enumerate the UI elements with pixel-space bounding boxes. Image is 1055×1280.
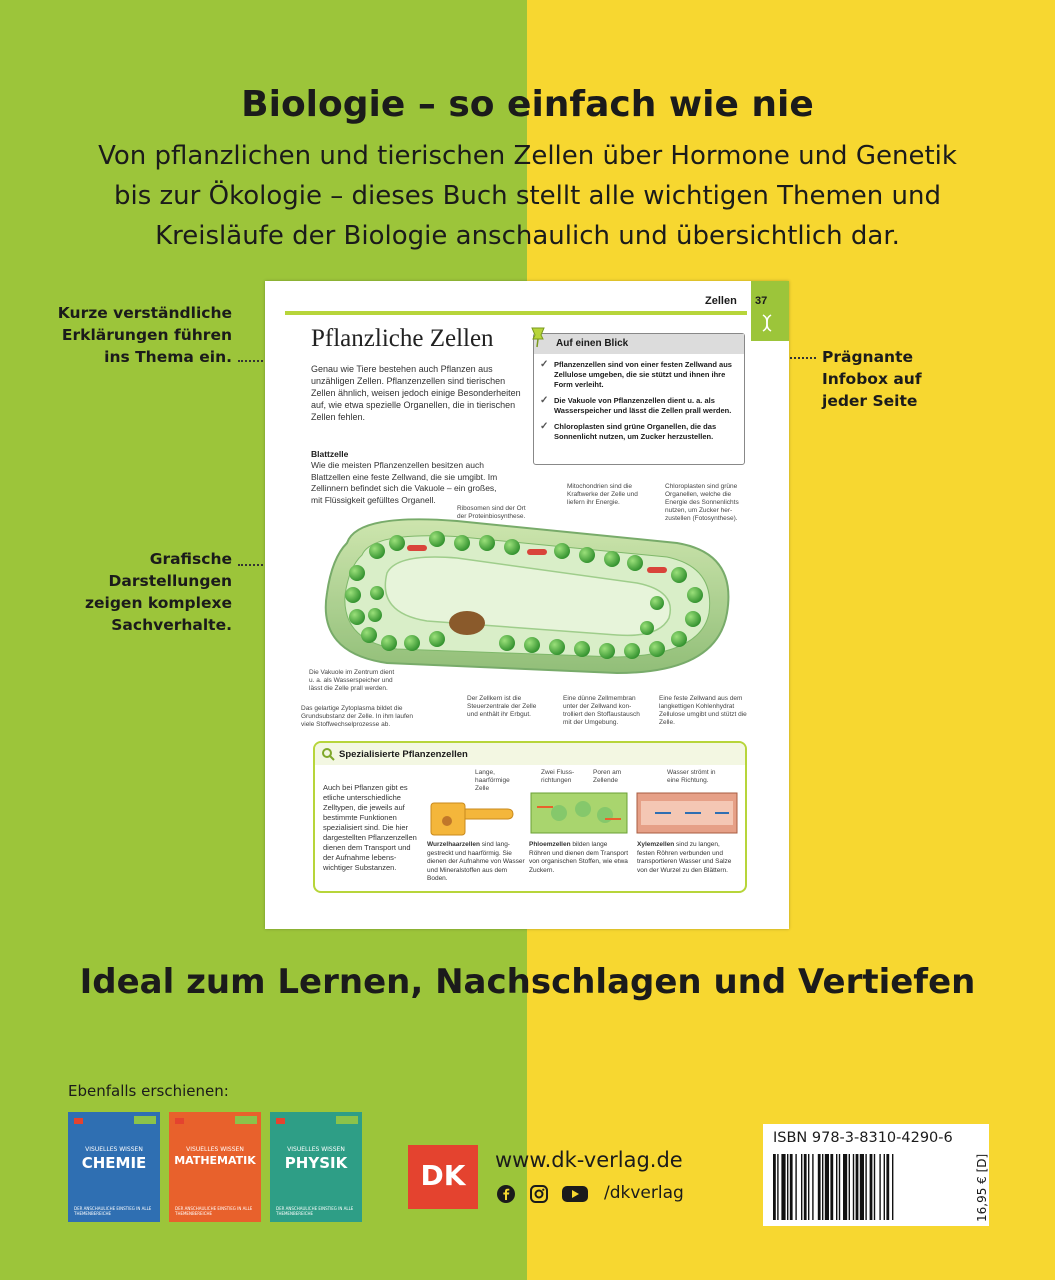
book-dk-logo <box>74 1118 83 1124</box>
barcode-bar <box>853 1154 854 1220</box>
barcode-bar <box>777 1154 778 1220</box>
book-series: VISUELLES WISSEN <box>186 1146 244 1153</box>
xylem-cell-illustration <box>635 787 739 839</box>
label-vacuole: Die Vakuole im Zentrum dient u. a. als Wasserspeicher und lässt die Zelle prall werden. <box>309 669 395 692</box>
book-dk-logo <box>276 1118 285 1124</box>
isbn: ISBN 978-3-8310-4290-6 <box>773 1130 953 1146</box>
barcode-bar <box>822 1154 823 1220</box>
phloem-label-pores: Poren am Zellende <box>593 769 622 784</box>
book-foot: DER ANSCHAULICHE EINSTIEG IN ALLE THEMENBEREICHE <box>74 1206 152 1216</box>
infobox <box>533 333 745 465</box>
instagram-icon[interactable] <box>530 1185 548 1203</box>
barcode-bar <box>843 1154 847 1220</box>
infobox-item-text: Pflanzenzellen sind von einer festen Zellwand aus Zellulose umgeben, die sie stützt und ihnen ihre Form verleiht. <box>554 360 732 389</box>
barcode-bar <box>808 1154 809 1220</box>
phloem-caption <box>529 841 629 875</box>
callout-infobox: Prägnante Infobox auf jeder Seite <box>822 348 922 410</box>
phloem-label-flow: Zwei Fluss-richtungen <box>541 769 575 784</box>
root-hair-caption-text: sind lang-gestreckt und haarförmig. Sie dienen der Aufnahme von Wasser und Mineralstoffen aus dem Boden. <box>427 841 525 882</box>
barcode-bar <box>886 1154 889 1220</box>
book-cover-chemie[interactable] <box>68 1112 160 1222</box>
infobox-item <box>540 422 738 442</box>
page-intro: Genau wie Tiere bestehen auch Pflanzen aus unzähligen Zellen. Pflanzenzellen sind tierischen Zellen ähnlich, weisen jedoch einige Besonderheiten auf, wie etwa spezielle Organellen, die in tierischen Zellen fehlen. <box>311 364 521 422</box>
facebook-icon[interactable] <box>497 1185 515 1203</box>
barcode-bar <box>836 1154 837 1220</box>
specialized-cells-box <box>313 741 747 893</box>
book-badge <box>235 1116 257 1124</box>
social-handle[interactable]: /dkverlag <box>604 1183 684 1203</box>
barcode-bar <box>830 1154 833 1220</box>
lead-text-inner: Von pflanzlichen und tierischen Zellen über Hormone und Genetik bis zur Ökologie – dieses Buch stellt alle wichtigen Themen und Kreisläufe der Biologie anschaulich und übersichtlich dar. <box>98 141 957 251</box>
root-hair-caption <box>427 841 527 884</box>
barcode-bar <box>825 1154 829 1220</box>
root-hair-label: Lange, haarförmige Zelle <box>475 769 510 792</box>
barcode-bar <box>849 1154 850 1220</box>
barcode-bar <box>870 1154 873 1220</box>
barcode-bar <box>787 1154 788 1220</box>
callout-intro: Kurze verständliche Erklärungen führen ins Thema ein. <box>57 304 232 366</box>
specialized-cells-text: Auch bei Pflanzen gibt es etliche unterschiedliche Zelltypen, die jeweils auf bestimmte Funktionen spezialisiert sind. Die hier dargestellten Pflanzenzellen dienen dem Transport und der Aufnahme lebens-wichtiger Substanzen. <box>323 783 417 872</box>
barcode-bar <box>874 1154 875 1220</box>
book-title: PHYSIK <box>284 1154 348 1172</box>
infobox-item-text: Chloroplasten sind grüne Organellen, die das Sonnenlicht nutzen, um Zucker herzustellen. <box>554 422 717 441</box>
xylem-caption <box>637 841 737 875</box>
barcode-bar <box>818 1154 821 1220</box>
label-cell-wall: Eine feste Zellwand aus dem langkettigen Kohlenhydrat Zellulose umgibt und stützt die Zelle. <box>659 695 747 726</box>
page-title: Pflanzliche Zellen <box>311 325 494 352</box>
book-dk-logo <box>175 1118 184 1124</box>
magnifier-icon <box>321 747 335 761</box>
barcode-box <box>763 1124 989 1226</box>
book-cover-physik[interactable] <box>270 1112 362 1222</box>
barcode-bar <box>790 1154 793 1220</box>
infobox-item-text: Die Vakuole von Pflanzenzellen dient u. a. als Wasserspeicher und lässt die Zellen prall werden. <box>554 396 732 415</box>
callout-graphics: Grafische Darstellungen zeigen komplexe Sachverhalte. <box>84 550 232 634</box>
infobox-item <box>540 396 738 416</box>
label-cytoplasm: Das gelartige Zytoplasma bildet die Grundsubstanz der Zelle. In ihm laufen viele Stoffwechselprozesse ab. <box>301 705 414 728</box>
tagline: Ideal zum Lernen, Nachschlagen und Vertiefen <box>79 962 976 1002</box>
lead-text <box>0 136 1055 256</box>
book-foot: DER ANSCHAULICHE EINSTIEG IN ALLE THEMENBEREICHE <box>175 1206 253 1216</box>
label-membrane: Eine dünne Zellmembran unter der Zellwand kon-trolliert den Stoffaustausch mit der Umgebung. <box>563 695 640 726</box>
barcode-bar <box>856 1154 859 1220</box>
page-number: 37 <box>755 295 768 307</box>
check-icon: ✓ <box>540 421 549 432</box>
barcode-bar <box>879 1154 880 1220</box>
label-mitochondria: Mitochondrien sind die Kraftwerke der Zelle und liefern ihr Energie. <box>567 483 638 506</box>
phloem-caption-bold: Phloemzellen <box>529 841 571 848</box>
book-title: MATHEMATIK <box>174 1154 256 1167</box>
book-title: CHEMIE <box>81 1154 147 1172</box>
book-series: VISUELLES WISSEN <box>85 1146 143 1153</box>
phloem-cell-illustration <box>529 787 629 839</box>
barcode-bar <box>812 1154 813 1220</box>
phloem-caption-text: bilden lange Röhren und dienen dem Transport von organischen Stoffen, wie etwa Zuckern. <box>529 841 629 874</box>
xylem-label: Wasser strömt in eine Richtung. <box>667 769 716 784</box>
page-chapter: Zellen <box>705 295 737 307</box>
root-hair-caption-bold: Wurzelhaarzellen <box>427 841 480 848</box>
barcode-bar <box>892 1154 893 1220</box>
label-nucleus: Der Zellkern ist die Steuerzentrale der Zelle und enthält ihr Erbgut. <box>467 695 537 718</box>
check-icon: ✓ <box>540 359 549 370</box>
book-series: VISUELLES WISSEN <box>287 1146 345 1153</box>
leaf-cell-text: Wie die meisten Pflanzenzellen besitzen auch Blattzellen eine feste Zellwand, die sie umgibt. Im Zellinnern befindet sich die Vakuole – ein großes, mit Flüssigkeit gefülltes Organell. <box>311 460 498 505</box>
barcode-bar <box>884 1154 885 1220</box>
also-published-label: Ebenfalls erschienen: <box>68 1082 229 1100</box>
xylem-caption-bold: Xylemzellen <box>637 841 675 848</box>
page-top-rule <box>285 311 747 315</box>
dna-icon <box>760 314 774 332</box>
specialized-cells-title: Spezialisierte Pflanzenzellen <box>339 749 468 760</box>
barcode-bar <box>839 1154 840 1220</box>
barcode-bar <box>773 1154 776 1220</box>
barcode-bar <box>804 1154 807 1220</box>
book-cover-mathematik[interactable] <box>169 1112 261 1222</box>
barcode-bar <box>860 1154 864 1220</box>
xylem-caption-text: sind zu langen, festen Röhren verbunden und transportieren Wasser und Salze von der Wurzel zu den Blättern. <box>637 841 732 874</box>
barcode-bar <box>795 1154 796 1220</box>
label-ribosomes: Ribosomen sind der Ort der Proteinbiosynthese. <box>457 505 526 520</box>
dk-logo <box>408 1145 478 1209</box>
book-badge <box>134 1116 156 1124</box>
page-number-tab <box>751 281 789 341</box>
infobox-title: Auf einen Blick <box>534 334 744 354</box>
website-link[interactable]: www.dk-verlag.de <box>495 1148 683 1172</box>
book-foot: DER ANSCHAULICHE EINSTIEG IN ALLE THEMENBEREICHE <box>276 1206 354 1216</box>
book-badge <box>336 1116 358 1124</box>
sample-page <box>265 281 789 929</box>
infobox-item <box>540 360 738 390</box>
youtube-icon[interactable] <box>562 1185 588 1203</box>
headline: Biologie – so einfach wie nie <box>241 84 814 125</box>
check-icon: ✓ <box>540 395 549 406</box>
barcode-bar <box>801 1154 802 1220</box>
pin-icon <box>528 326 548 348</box>
price: 16,95 € [D] <box>975 1153 989 1222</box>
barcode-bar <box>865 1154 866 1220</box>
barcode <box>773 1154 953 1220</box>
leaf-cell-title: Blattzelle <box>311 449 349 459</box>
barcode-bar <box>781 1154 785 1220</box>
dk-logo-text: DK <box>420 1159 466 1192</box>
label-chloroplasts: Chloroplasten sind grüne Organellen, welche die Energie des Sonnenlichts nutzen, um Zucker her-zustellen (Fotosynthese). <box>665 483 739 522</box>
